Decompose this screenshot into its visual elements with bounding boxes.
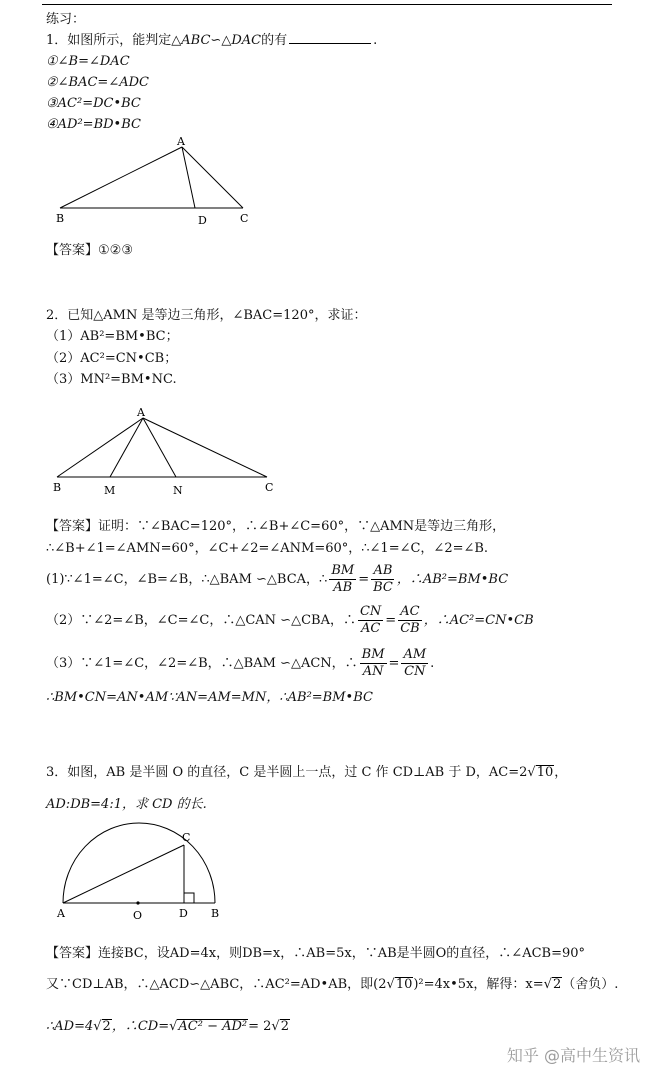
practice-label: 练习：	[46, 12, 86, 27]
q2-p1-text: (1)∵∠1=∠C，∠B=∠B，∴△BAM ∽△BCA，∴	[46, 572, 328, 587]
q2-p3-frac1-num: BM	[361, 647, 385, 662]
q2-proof-part3: （3）∵∠1=∠C，∠2=∠B，∴△BAM ∽△ACN，∴ $\frac{BM}{AN}$ = $\frac{AM}{CN}$ .	[46, 647, 435, 679]
q1-option-2: ②∠BAC=∠ADC	[46, 75, 149, 90]
q3-stem-line1: 3．如图，AB 是半圆 O 的直径，C 是半圆上一点，过 C 作 CD⊥AB 于 D，AC=2√10，	[46, 765, 568, 780]
q3-ans3-a: ∴AD=4	[46, 1019, 94, 1034]
q1-tri2: △DAC	[221, 33, 262, 48]
q2-p3-frac1-den: AN	[362, 664, 384, 679]
q3-answer-line2: 又∵CD⊥AB，∴△ACD∽△ABC，∴AC²=AD•AB，即(2√10)²=4x•5x，解得：x=√2（舍负）.	[46, 977, 619, 992]
q3-label-d: D	[179, 907, 188, 920]
q2-p3-frac2-den: CN	[404, 664, 426, 679]
q3-ans3-rad: 2	[102, 1019, 111, 1034]
q2-label-n: N	[173, 484, 183, 497]
q2-p3-text: （3）∵∠1=∠C，∠2=∠B，∴△BAM ∽△ACN，∴	[46, 656, 358, 671]
q2-proof-final: ∴BM•CN=AN•AM∵AN=AM=MN，∴AB²=BM•BC	[46, 690, 373, 705]
q3-answer-tag: 【答案】	[46, 946, 99, 961]
q2-label-b: B	[53, 481, 62, 494]
q1-answer-value: ①②③	[98, 243, 133, 258]
q2-p2-frac2-den: CB	[400, 621, 420, 636]
q2-p3-tail: .	[430, 656, 435, 671]
q2-proof-part1: (1)∵∠1=∠C，∠B=∠B，∴△BAM ∽△BCA，∴ $\frac{BM}{AB}$ = $\frac{AB}{BC}$ ，∴AB²=BM•BC	[46, 563, 509, 595]
q3-ans3-c: = 2	[248, 1019, 272, 1034]
q2-proof-part2: （2）∵∠2=∠B，∠C=∠C，∴△CAN ∽△CBA，∴ $\frac{CN}{AC}$ = $\frac{AC}{CB}$ ，∴AC²=CN•CB	[46, 604, 534, 636]
q2-proof-text1: 证明：∵∠BAC=120°，∴∠B+∠C=60°，∵△AMN是等边三角形，	[98, 519, 506, 534]
watermark: 知乎 @高中生资讯	[506, 1046, 640, 1065]
q2-p2-frac1-num: CN	[359, 604, 382, 619]
q3-ans2-a: 又∵CD⊥AB，∴△ACD∽△ABC，∴AC²=AD•AB，即(2	[46, 977, 387, 992]
q3-label-o: O	[133, 909, 143, 922]
q3-stem-radicand: 10	[536, 765, 554, 780]
q3-ans3-b: ，∴CD=	[111, 1019, 170, 1034]
q2-p1-frac2-den: BC	[373, 580, 393, 595]
q2-label-m: M	[104, 484, 116, 497]
q1-option-4: ④AD²=BD•BC	[46, 117, 141, 132]
q3-stem-text: 3．如图，AB 是半圆 O 的直径，C 是半圆上一点，过 C 作 CD⊥AB 于 D，AC=2	[46, 765, 528, 780]
q3-answer-text1: 连接BC，设AD=4x，则DB=x，∴AB=5x，∵AB是半圆O的直径，∴∠ACB=90°	[98, 946, 586, 961]
q3-ans2-c: （舍负）.	[562, 977, 619, 992]
q3-ans2-rad2: 2	[552, 977, 562, 992]
q2-item-2: （2）AC²=CN•CB；	[46, 351, 178, 366]
q2-label-c: C	[265, 481, 274, 494]
q2-p1-frac1-num: BM	[331, 563, 355, 578]
q2-stem: 2．已知△AMN 是等边三角形，∠BAC=120°，求证：	[46, 308, 367, 323]
q3-semicircle	[63, 823, 215, 903]
q1-answer-tag: 【答案】	[46, 243, 99, 258]
q1-option-3: ③AC²=DC•BC	[46, 96, 141, 111]
q2-p2-tail: ，∴AC²=CN•CB	[423, 613, 534, 628]
q2-proof-line2: ∴∠B+∠1=∠AMN=60°，∠C+∠2=∠ANM=60°，∴∠1=∠C，∠2=∠B.	[46, 541, 489, 556]
q1-suffix: 的有	[261, 33, 288, 48]
q3-answer-line3: ∴AD=4√2，∴CD=√AC² − AD²= 2√2	[46, 1019, 289, 1034]
q2-item-1: （1）AB²=BM•BC；	[46, 329, 179, 344]
q2-label-a: A	[137, 406, 145, 419]
q2-item-3: （3）MN²=BM•NC.	[46, 372, 177, 387]
q3-stem-end: ，	[554, 765, 568, 780]
q3-stem-line2: AD:DB=4:1，求 CD 的长.	[46, 797, 207, 812]
q2-p1-frac1-den: AB	[333, 580, 353, 595]
q3-chord-ac	[63, 845, 184, 903]
q2-p1-tail: ，∴AB²=BM•BC	[396, 572, 509, 587]
q1-label-c: C	[240, 212, 249, 225]
q1-label-b: B	[56, 212, 65, 225]
q2-p2-text: （2）∵∠2=∠B，∠C=∠C，∴△CAN ∽△CBA，∴	[46, 613, 356, 628]
q1-sim: ∽	[210, 33, 222, 48]
q3-center-point	[136, 901, 139, 904]
q3-answer-line1	[46, 945, 585, 962]
q3-ans3-rad3: 2	[280, 1019, 289, 1034]
q1-label-a: A	[177, 135, 185, 148]
q2-p2-frac1-den: AC	[360, 621, 381, 636]
q1-prefix: 1．如图所示，能判定	[46, 33, 172, 48]
q2-answer-tag: 【答案】	[46, 519, 99, 534]
q1-tri1: △ABC	[171, 33, 211, 48]
q2-p2-frac2-num: AC	[400, 604, 420, 619]
q1-option-1: ①∠B=∠DAC	[46, 54, 130, 69]
q3-right-angle-mark	[184, 893, 194, 903]
q3-label-c: C	[182, 831, 191, 844]
q3-label-a: A	[57, 907, 65, 920]
q3-ans2-rad: 10	[395, 977, 413, 992]
q1-label-d: D	[198, 214, 207, 227]
q3-label-b: B	[211, 907, 220, 920]
q3-ans2-b: )²=4x•5x，解得：x=	[413, 977, 544, 992]
q3-ans3-rad2: AC² − AD²	[178, 1019, 248, 1034]
q2-p3-frac2-num: AM	[403, 647, 427, 662]
q1-end: .	[373, 33, 378, 48]
q2-p1-frac2-num: AB	[373, 563, 393, 578]
